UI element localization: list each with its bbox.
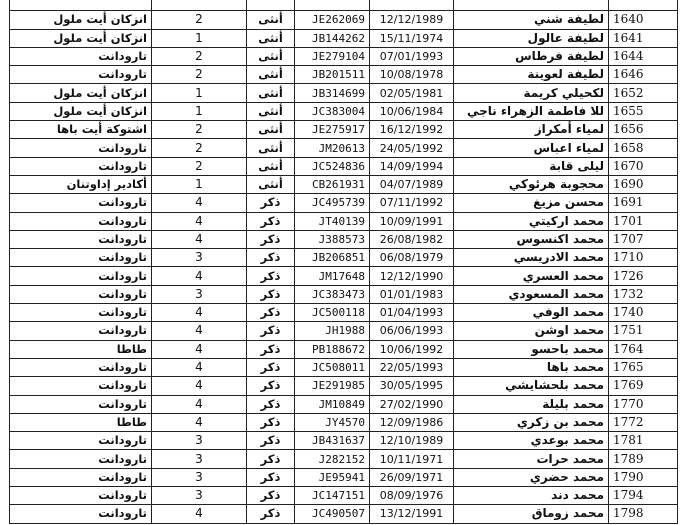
gender-cell: أنثى [247, 102, 295, 120]
table-row [10, 230, 678, 248]
province-cell: تارودانت [10, 322, 152, 340]
province-cell: تارودانت [10, 194, 152, 212]
table-row [10, 249, 678, 267]
row-number-cell: 1764 [609, 340, 678, 358]
row-number-cell: 1690 [609, 175, 678, 193]
gender-cell: ذكر [247, 340, 295, 358]
table-row [10, 0, 678, 11]
cin-cell: JM10849 [295, 395, 370, 413]
full-name-cell: محسن مزيغ [454, 194, 609, 212]
province-cell: تارودانت [10, 139, 152, 157]
table-row [10, 432, 678, 450]
table-row [10, 487, 678, 505]
full-name-cell: لمياء اعباس [454, 139, 609, 157]
grade-cell: 1 [152, 175, 247, 193]
cin-cell: JC508011 [295, 358, 370, 376]
cin-cell: JM20613 [295, 139, 370, 157]
table-row [10, 29, 678, 47]
row-number-cell: 1707 [609, 230, 678, 248]
gender-cell: ذكر [247, 468, 295, 486]
full-name-cell: محمد دند [454, 487, 609, 505]
province-cell: اشتوكة أيت باها [10, 121, 152, 139]
birthdate-cell: 10/09/1991 [370, 212, 454, 230]
province-cell: أكادير إداوتنان [10, 175, 152, 193]
row-number-cell: 1641 [609, 29, 678, 47]
gender-cell: ذكر [247, 505, 295, 523]
birthdate-cell: 14/09/1994 [370, 157, 454, 175]
birthdate-cell: 07/01/1993 [370, 47, 454, 65]
province-cell: تارودانت [10, 377, 152, 395]
table-row [10, 267, 678, 285]
table-row [10, 322, 678, 340]
table-row [10, 285, 678, 303]
gender-cell [247, 0, 295, 11]
full-name-cell: لمياء أمكراز [454, 121, 609, 139]
cin-cell: CB261931 [295, 175, 370, 193]
row-number-cell: 1701 [609, 212, 678, 230]
full-name-cell: لطيفة عالول [454, 29, 609, 47]
row-number-cell: 1646 [609, 66, 678, 84]
full-name-cell: محمد اركيتي [454, 212, 609, 230]
gender-cell: ذكر [247, 249, 295, 267]
birthdate-cell: 13/12/1991 [370, 505, 454, 523]
grade-cell: 4 [152, 304, 247, 322]
table-row [10, 340, 678, 358]
gender-cell: أنثى [247, 121, 295, 139]
full-name-cell: محمد اوشن [454, 322, 609, 340]
full-name-cell: محمد الادريسي [454, 249, 609, 267]
birthdate-cell: 22/05/1993 [370, 358, 454, 376]
gender-cell: أنثى [247, 84, 295, 102]
table-row [10, 47, 678, 65]
province-cell: تارودانت [10, 358, 152, 376]
row-number-cell: 1781 [609, 432, 678, 450]
gender-cell: أنثى [247, 29, 295, 47]
grade-cell: 3 [152, 285, 247, 303]
cin-cell: JB314699 [295, 84, 370, 102]
birthdate-cell: 06/08/1979 [370, 249, 454, 267]
birthdate-cell: 12/12/1989 [370, 11, 454, 29]
row-number-cell: 1658 [609, 139, 678, 157]
full-name-cell: محمد بليلة [454, 395, 609, 413]
birthdate-cell: 12/09/1986 [370, 413, 454, 431]
gender-cell: ذكر [247, 212, 295, 230]
row-number-cell: 1740 [609, 304, 678, 322]
row-number-cell: 1769 [609, 377, 678, 395]
birthdate-cell: 02/05/1981 [370, 84, 454, 102]
full-name-cell [454, 0, 609, 11]
table-row [10, 395, 678, 413]
table-row [10, 66, 678, 84]
table-row [10, 505, 678, 523]
province-cell: تارودانت [10, 249, 152, 267]
cin-cell: JE95941 [295, 468, 370, 486]
full-name-cell: محمد بلحشايشي [454, 377, 609, 395]
gender-cell: أنثى [247, 47, 295, 65]
row-number-cell: 1765 [609, 358, 678, 376]
grade-cell: 4 [152, 413, 247, 431]
grade-cell: 4 [152, 194, 247, 212]
cin-cell: JE279104 [295, 47, 370, 65]
birthdate-cell [370, 0, 454, 11]
birthdate-cell: 01/01/1983 [370, 285, 454, 303]
row-number-cell: 1670 [609, 157, 678, 175]
row-number-cell: 1691 [609, 194, 678, 212]
gender-cell: ذكر [247, 450, 295, 468]
table-row [10, 175, 678, 193]
grade-cell: 3 [152, 450, 247, 468]
table-row [10, 358, 678, 376]
table-row [10, 157, 678, 175]
province-cell: تارودانت [10, 267, 152, 285]
province-cell: تارودانت [10, 285, 152, 303]
birthdate-cell: 27/02/1990 [370, 395, 454, 413]
province-cell: انزكان أيت ملول [10, 84, 152, 102]
full-name-cell: محمد حضري [454, 468, 609, 486]
gender-cell: ذكر [247, 194, 295, 212]
grade-cell: 4 [152, 267, 247, 285]
province-cell [10, 0, 152, 11]
table-row [10, 212, 678, 230]
gender-cell: ذكر [247, 432, 295, 450]
province-cell: انزكان أيت ملول [10, 29, 152, 47]
birthdate-cell: 12/10/1989 [370, 432, 454, 450]
birthdate-cell: 30/05/1995 [370, 377, 454, 395]
cin-cell [295, 0, 370, 11]
cin-cell: JH1988 [295, 322, 370, 340]
cin-cell: J282152 [295, 450, 370, 468]
full-name-cell: لطيفة لعوينة [454, 66, 609, 84]
province-cell: تارودانت [10, 432, 152, 450]
cin-cell: JY4570 [295, 413, 370, 431]
cin-cell: JE275917 [295, 121, 370, 139]
full-name-cell: محمد بن زكري [454, 413, 609, 431]
grade-cell [152, 0, 247, 11]
cin-cell: JC500118 [295, 304, 370, 322]
gender-cell: أنثى [247, 175, 295, 193]
province-cell: انزكان أيت ملول [10, 102, 152, 120]
cin-cell: J388573 [295, 230, 370, 248]
birthdate-cell: 16/12/1992 [370, 121, 454, 139]
grade-cell: 3 [152, 468, 247, 486]
full-name-cell: محمد باها [454, 358, 609, 376]
grade-cell: 1 [152, 84, 247, 102]
birthdate-cell: 10/08/1978 [370, 66, 454, 84]
cin-cell: JB431637 [295, 432, 370, 450]
birthdate-cell: 12/12/1990 [370, 267, 454, 285]
row-number-cell: 1751 [609, 322, 678, 340]
birthdate-cell: 07/11/1992 [370, 194, 454, 212]
table-body [10, 0, 678, 523]
candidates-table [9, 0, 678, 524]
cin-cell: JB144262 [295, 29, 370, 47]
birthdate-cell: 26/09/1971 [370, 468, 454, 486]
grade-cell: 2 [152, 121, 247, 139]
table-row [10, 194, 678, 212]
birthdate-cell: 06/06/1993 [370, 322, 454, 340]
full-name-cell: ليلى قابة [454, 157, 609, 175]
gender-cell: ذكر [247, 377, 295, 395]
full-name-cell: محمد حرات [454, 450, 609, 468]
row-number-cell: 1655 [609, 102, 678, 120]
cin-cell: JB206851 [295, 249, 370, 267]
birthdate-cell: 15/11/1974 [370, 29, 454, 47]
gender-cell: ذكر [247, 304, 295, 322]
table-row [10, 84, 678, 102]
cin-cell: PB188672 [295, 340, 370, 358]
row-number-cell: 1726 [609, 267, 678, 285]
row-number-cell: 1652 [609, 84, 678, 102]
cin-cell: JC147151 [295, 487, 370, 505]
cin-cell: JT40139 [295, 212, 370, 230]
row-number-cell: 1770 [609, 395, 678, 413]
gender-cell: أنثى [247, 11, 295, 29]
grade-cell: 4 [152, 212, 247, 230]
cin-cell: JE291985 [295, 377, 370, 395]
gender-cell: ذكر [247, 322, 295, 340]
gender-cell: ذكر [247, 487, 295, 505]
grade-cell: 4 [152, 230, 247, 248]
table-row [10, 377, 678, 395]
row-number-cell: 1644 [609, 47, 678, 65]
province-cell: تارودانت [10, 468, 152, 486]
table-row [10, 102, 678, 120]
full-name-cell: محجوبة هرئوكي [454, 175, 609, 193]
full-name-cell: محمد اكنسوس [454, 230, 609, 248]
table-row [10, 413, 678, 431]
province-cell: تارودانت [10, 212, 152, 230]
full-name-cell: محمد زوماق [454, 505, 609, 523]
cin-cell: JC383004 [295, 102, 370, 120]
full-name-cell: محمد الوفي [454, 304, 609, 322]
gender-cell: ذكر [247, 413, 295, 431]
table-row [10, 11, 678, 29]
province-cell: تارودانت [10, 505, 152, 523]
grade-cell: 4 [152, 358, 247, 376]
gender-cell: ذكر [247, 267, 295, 285]
grade-cell: 4 [152, 340, 247, 358]
row-number-cell: 1732 [609, 285, 678, 303]
birthdate-cell: 08/09/1976 [370, 487, 454, 505]
grade-cell: 2 [152, 66, 247, 84]
cin-cell: JC495739 [295, 194, 370, 212]
row-number-cell: 1640 [609, 11, 678, 29]
row-number-cell: 1710 [609, 249, 678, 267]
cin-cell: JC524836 [295, 157, 370, 175]
row-number-cell [609, 0, 678, 11]
row-number-cell: 1790 [609, 468, 678, 486]
gender-cell: ذكر [247, 395, 295, 413]
province-cell: تارودانت [10, 66, 152, 84]
row-number-cell: 1656 [609, 121, 678, 139]
grade-cell: 3 [152, 487, 247, 505]
cin-cell: JE262069 [295, 11, 370, 29]
grade-cell: 2 [152, 11, 247, 29]
grade-cell: 1 [152, 29, 247, 47]
gender-cell: ذكر [247, 358, 295, 376]
grade-cell: 1 [152, 102, 247, 120]
province-cell: طاطا [10, 340, 152, 358]
province-cell: تارودانت [10, 487, 152, 505]
grade-cell: 2 [152, 157, 247, 175]
province-cell: تارودانت [10, 304, 152, 322]
cin-cell: JB201511 [295, 66, 370, 84]
gender-cell: أنثى [247, 66, 295, 84]
birthdate-cell: 01/04/1993 [370, 304, 454, 322]
gender-cell: أنثى [247, 139, 295, 157]
cin-cell: JM17648 [295, 267, 370, 285]
grade-cell: 2 [152, 139, 247, 157]
birthdate-cell: 04/07/1989 [370, 175, 454, 193]
province-cell: تارودانت [10, 47, 152, 65]
full-name-cell: محمد المسعودي [454, 285, 609, 303]
cin-cell: JC383473 [295, 285, 370, 303]
grade-cell: 3 [152, 432, 247, 450]
birthdate-cell: 10/06/1984 [370, 102, 454, 120]
table-row [10, 121, 678, 139]
birthdate-cell: 24/05/1992 [370, 139, 454, 157]
full-name-cell: لطيفة فرطاس [454, 47, 609, 65]
cin-cell: JC490507 [295, 505, 370, 523]
province-cell: انزكان أيت ملول [10, 11, 152, 29]
birthdate-cell: 26/08/1982 [370, 230, 454, 248]
table-row [10, 139, 678, 157]
gender-cell: أنثى [247, 157, 295, 175]
row-number-cell: 1772 [609, 413, 678, 431]
province-cell: تارودانت [10, 395, 152, 413]
row-number-cell: 1794 [609, 487, 678, 505]
row-number-cell: 1798 [609, 505, 678, 523]
birthdate-cell: 10/11/1971 [370, 450, 454, 468]
full-name-cell: محمد العسري [454, 267, 609, 285]
table-row [10, 468, 678, 486]
full-name-cell: محمد بوعدي [454, 432, 609, 450]
row-number-cell: 1789 [609, 450, 678, 468]
province-cell: طاطا [10, 413, 152, 431]
grade-cell: 3 [152, 249, 247, 267]
full-name-cell: لكحيلي كريمة [454, 84, 609, 102]
grade-cell: 4 [152, 322, 247, 340]
province-cell: تارودانت [10, 450, 152, 468]
table-row [10, 304, 678, 322]
grade-cell: 4 [152, 395, 247, 413]
grade-cell: 4 [152, 505, 247, 523]
grade-cell: 4 [152, 377, 247, 395]
full-name-cell: للا فاطمة الزهراء ناجي [454, 102, 609, 120]
full-name-cell: لطيفة شني [454, 11, 609, 29]
province-cell: تارودانت [10, 157, 152, 175]
gender-cell: ذكر [247, 230, 295, 248]
birthdate-cell: 10/06/1992 [370, 340, 454, 358]
table-row [10, 450, 678, 468]
gender-cell: ذكر [247, 285, 295, 303]
province-cell: تارودانت [10, 230, 152, 248]
grade-cell: 2 [152, 47, 247, 65]
full-name-cell: محمد باحسو [454, 340, 609, 358]
